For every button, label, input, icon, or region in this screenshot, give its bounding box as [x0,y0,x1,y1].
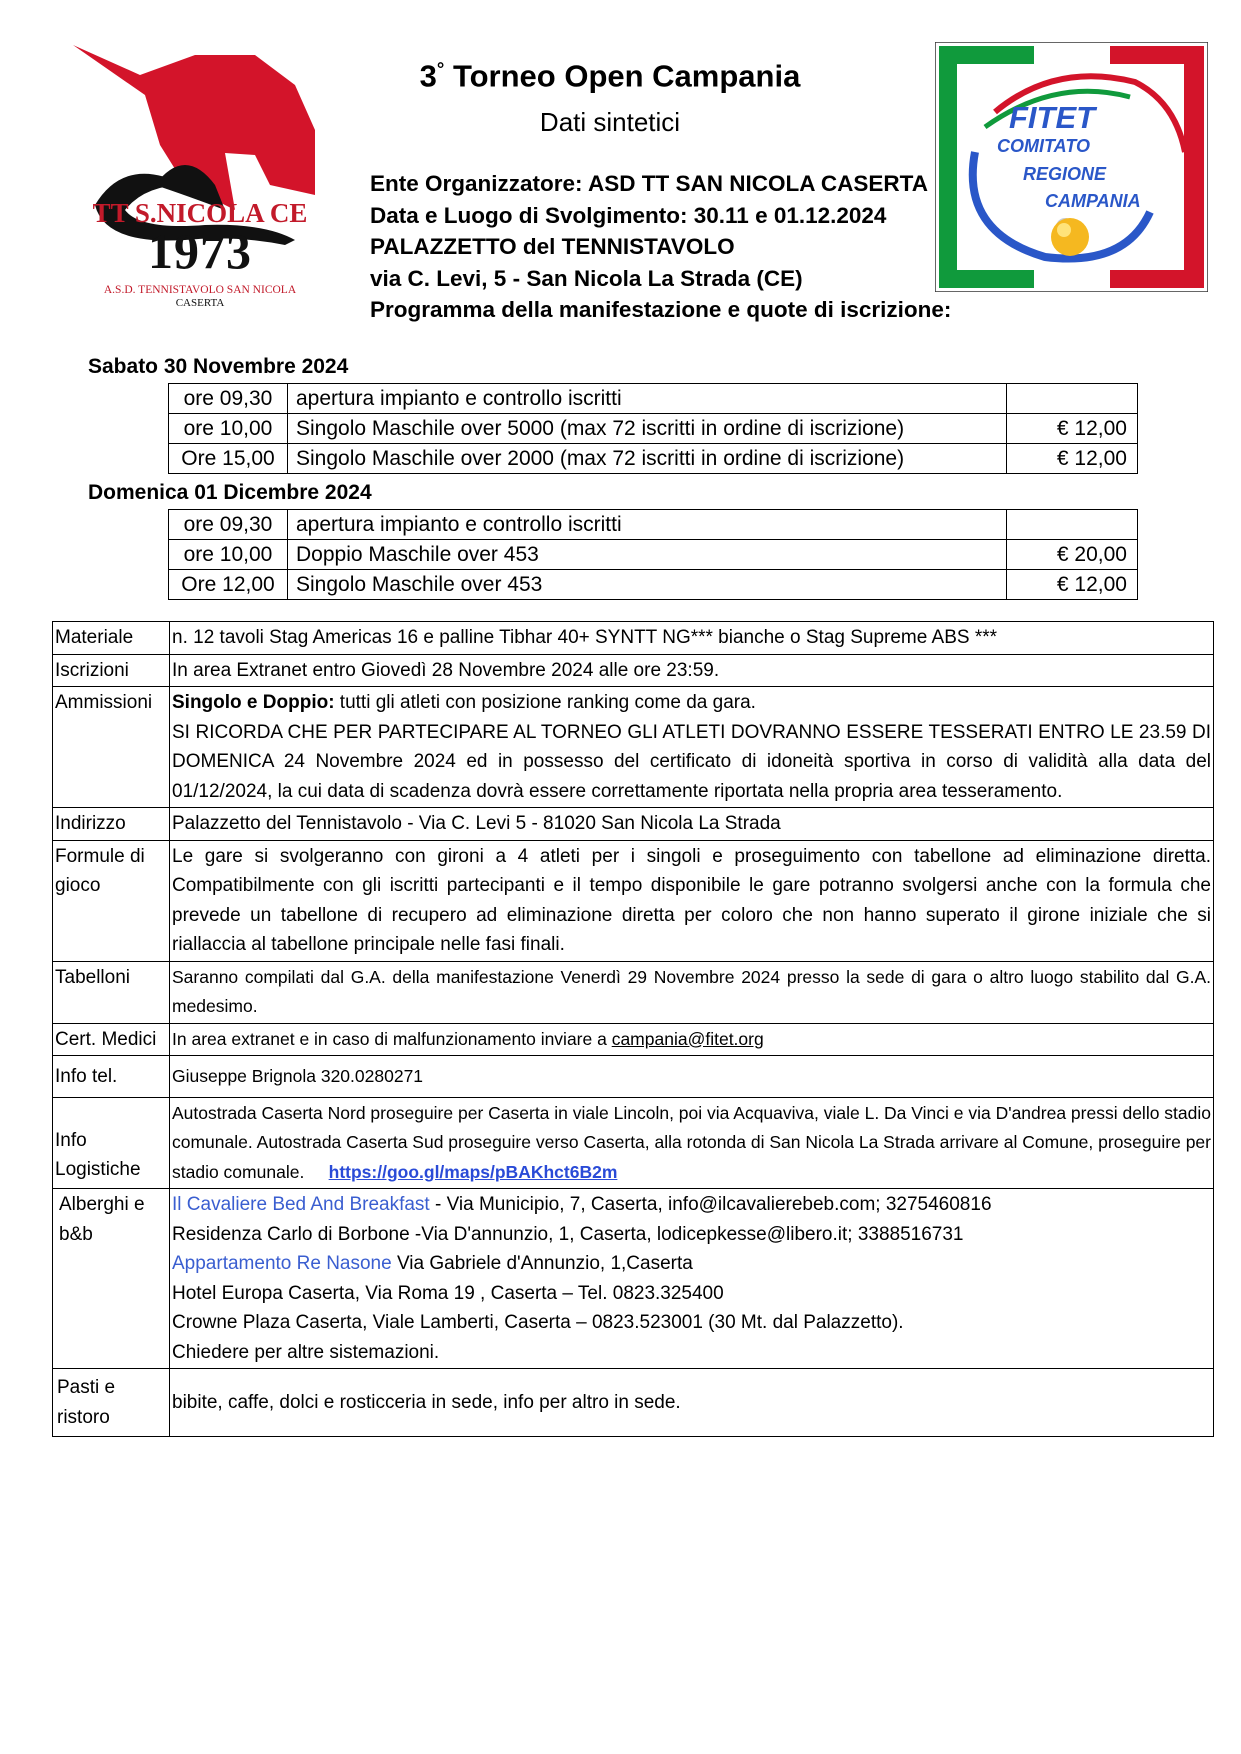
ammissioni-note: SI RICORDA CHE PER PARTECIPARE AL TORNEO GLI ATLETI DOVRANNO ESSERE TESSERATI ENTRO LE 23.59 DI DOMENICA 24 Novembre 2024 ed in possesso del certificato di idoneità sportiva in corso di validità alla data del 01/12/2024, la cui data di scadenza dovrà essere correttamente riportata nella propria area tesseramento. [172,721,1211,802]
info-program-heading: Programma della manifestazione e quote di iscrizione: [370,297,952,322]
hotel4-details: Hotel Europa Caserta, Via Roma 19 , Caserta – Tel. 0823.325400 [172,1282,724,1304]
info-venue: PALAZZETTO del TENNISTAVOLO [370,234,735,259]
table-row [169,444,1138,474]
info-date-place: Data e Luogo di Svolgimento: 30.11 e 01.12.2024 [370,202,887,228]
page-subtitle: Dati sintetici [539,107,681,137]
row-alberghi [53,1189,1214,1369]
label-logistiche: Info Logistiche [53,1097,170,1189]
value-cert-medici [170,1023,1214,1056]
label-tabelloni: Tabelloni [53,961,170,1023]
value-indirizzo: Palazzetto del Tennistavolo - Via C. Levi 5 - 81020 San Nicola La Strada [170,808,1214,841]
schedule-price: € 12,00 [1007,414,1138,444]
table-row [169,570,1138,600]
row-logistiche [53,1097,1214,1189]
schedule-desc: Doppio Maschile over 453 [288,540,1007,570]
schedule-time: Ore 15,00 [169,444,288,474]
schedule-desc: Singolo Maschile over 5000 (max 72 iscritti in ordine di iscrizione) [288,414,1007,444]
hotel-link-cavaliere[interactable]: Il Cavaliere Bed And Breakfast [172,1194,430,1215]
info-address: via C. Levi, 5 - San Nicola La Strada (CE) [370,265,803,291]
maps-link[interactable]: https://goo.gl/maps/pBAKhct6B2m [328,1161,618,1182]
fitet-logo [935,42,1208,292]
label-iscrizioni: Iscrizioni [53,654,170,687]
row-materiale [53,622,1214,655]
row-indirizzo [53,808,1214,841]
schedule-time: ore 09,30 [169,384,288,414]
schedule-time: ore 09,30 [169,510,288,540]
logo-text-asd: A.S.D. TENNISTAVOLO SAN NICOLA [103,284,297,296]
fitet-logo-regione: REGIONE [1023,164,1107,184]
fitet-logo-text: FITET [1009,100,1096,135]
logo-text-year: 1973 [148,223,252,279]
schedule-price: € 20,00 [1007,540,1138,570]
schedule-price [1007,510,1138,540]
logistiche-text: Autostrada Caserta Nord proseguire per Caserta in viale Lincoln, poi via Acquaviva, viale L. Da Vinci e via D'andrea pressi dello stadio comunale. Autostrada Caserta Sud proseguire verso Caserta, alla rotonda di San Nicola La Strada arrivare al Comune, proseguire per stadio comunale. [172,1102,1211,1182]
schedule-price [1007,384,1138,414]
value-alberghi [170,1189,1214,1369]
hotel2-details: Residenza Carlo di Borbone -Via D'annunzio, 1, Caserta, lodicepkesse@libero.it; 3388516731 [172,1223,964,1245]
logo-text-city: CASERTA [175,297,225,309]
label-formule: Formule di gioco [53,840,170,961]
cert-text: In area extranet e in caso di malfunzionamento inviare a [172,1028,612,1049]
table-row [169,540,1138,570]
row-ammissioni [53,687,1214,808]
hotel1-details: - Via Municipio, 7, Caserta, info@ilcavalierebeb.com; 3275460816 [429,1194,992,1215]
hotel5-details: Crowne Plaza Caserta, Viale Lamberti, Caserta – 0823.523001 (30 Mt. dal Palazzetto). [172,1312,904,1333]
row-iscrizioni [53,654,1214,687]
value-info-tel: Giuseppe Brignola 320.0280271 [170,1056,1214,1098]
hotel6-note: Chiedere per altre sistemazioni. [172,1341,440,1363]
row-tabelloni [53,961,1214,1023]
title-number: 3 [419,58,437,94]
label-cert-medici: Cert. Medici [53,1023,170,1056]
club-logo [65,35,335,327]
sunday-schedule [168,509,1138,600]
schedule-desc: Singolo Maschile over 2000 (max 72 iscritti in ordine di iscrizione) [288,444,1007,474]
table-row [169,510,1138,540]
page-title [380,58,840,94]
schedule-time: ore 10,00 [169,414,288,444]
hotel3-details: Via Gabriele d'Annunzio, 1,Caserta [391,1253,693,1274]
title-text: Torneo Open Campania [452,58,801,94]
title-degree: ° [436,58,445,79]
schedule-time: Ore 12,00 [169,570,288,600]
fitet-logo-campania: CAMPANIA [1045,191,1141,211]
value-ammissioni [170,687,1214,808]
value-tabelloni: Saranno compilati dal G.A. della manifestazione Venerdì 29 Novembre 2024 presso la sede di gara o altro luogo stabilito dal G.A. medesimo. [170,961,1214,1023]
schedule-price: € 12,00 [1007,444,1138,474]
sunday-label: Domenica 01 Dicembre 2024 [88,481,372,504]
value-formule: Le gare si svolgeranno con gironi a 4 atleti per i singoli e proseguimento con tabellone ad eliminazione diretta. Compatibilmente con gli iscritti partecipanti e il tempo disponibile le gare potranno svolgersi anche con la formula che prevede un tabellone di recupero ad eliminazione diretta per coloro che non hanno superato il girone iniziale che si riallaccia al tabellone principale nelle fasi finali. [170,840,1214,961]
hotel-link-re-nasone[interactable]: Appartamento Re Nasone [172,1253,392,1274]
ammissioni-rest: tutti gli atleti con posizione ranking come da gara. [334,692,756,713]
logo-text-club: TT S.NICOLA CE [92,198,308,228]
fitet-logo-comitato: COMITATO [997,136,1090,156]
event-info [370,168,951,326]
label-materiale: Materiale [53,622,170,655]
saturday-schedule [168,383,1138,474]
value-pasti: bibite, caffe, dolci e rosticceria in sede, info per altro in sede. [170,1369,1214,1437]
row-formule [53,840,1214,961]
table-row [169,384,1138,414]
row-cert-medici [53,1023,1214,1056]
label-ammissioni: Ammissioni [53,687,170,808]
schedule-desc: apertura impianto e controllo iscritti [288,384,1007,414]
value-materiale: n. 12 tavoli Stag Americas 16 e palline Tibhar 40+ SYNTT NG*** bianche o Stag Supreme ABS *** [170,622,1214,655]
label-indirizzo: Indirizzo [53,808,170,841]
table-row [169,414,1138,444]
cert-email-link[interactable]: campania@fitet.org [611,1028,764,1049]
ammissioni-bold: Singolo e Doppio: [172,692,335,713]
label-alberghi: Alberghi e b&b [53,1189,170,1369]
schedule-desc: Singolo Maschile over 453 [288,570,1007,600]
schedule-price: € 12,00 [1007,570,1138,600]
schedule-desc: apertura impianto e controllo iscritti [288,510,1007,540]
value-logistiche [170,1097,1214,1189]
info-organizer: Ente Organizzatore: ASD TT SAN NICOLA CASERTA [370,171,928,196]
saturday-label: Sabato 30 Novembre 2024 [88,355,349,378]
value-iscrizioni: In area Extranet entro Giovedì 28 Novembre 2024 alle ore 23:59. [170,654,1214,687]
row-pasti [53,1369,1214,1437]
label-pasti: Pasti e ristoro [53,1369,170,1437]
row-info-tel [53,1056,1214,1098]
details-table [52,621,1214,1437]
label-info-tel: Info tel. [53,1056,170,1098]
schedule-time: ore 10,00 [169,540,288,570]
